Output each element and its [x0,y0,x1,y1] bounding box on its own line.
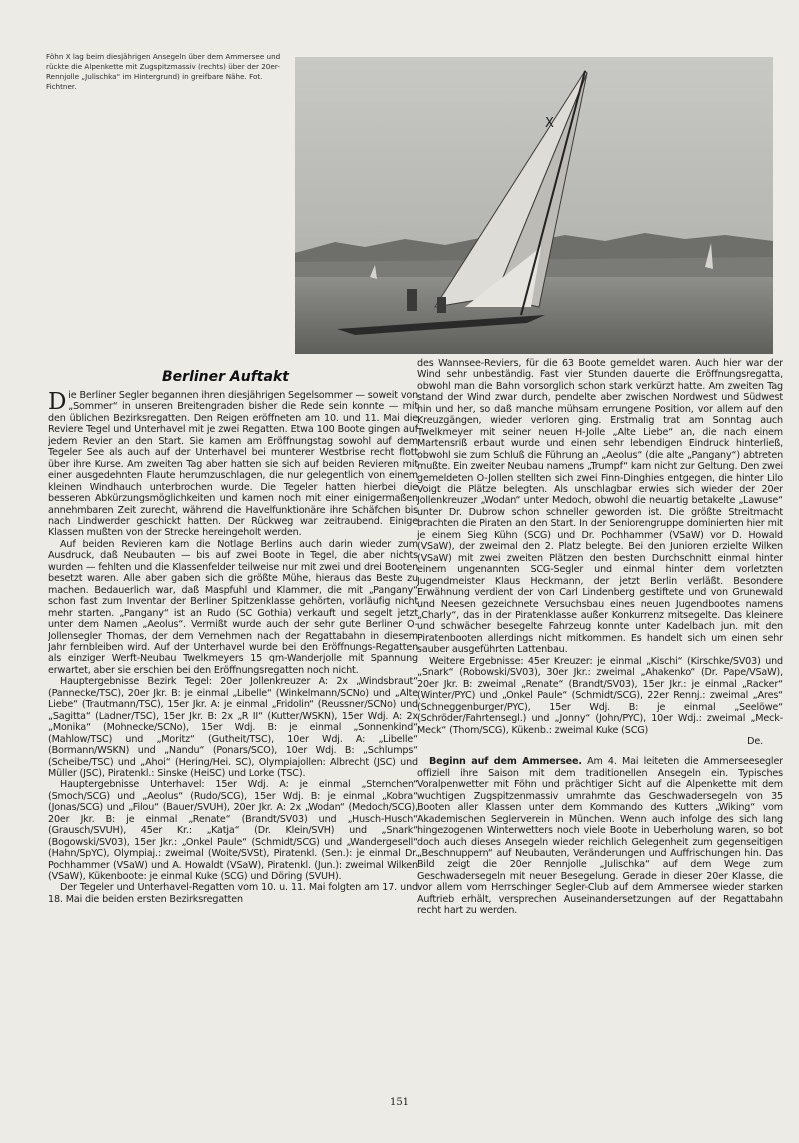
author-signature: De. [747,735,763,747]
sailboat-illustration [295,57,773,354]
paragraph-3: Hauptergebnisse Bezirk Tegel: 20er Jollenkreuzer A: 2x „Windsbraut“ (Pannecke/TSC), 20er Jkr. B: je einmal „Libelle“ (Winkelmann/SCNo) und „Alte Liebe“ (Trautmann/TSC), 15er Jkr. A: je einmal „Fridolin“ (Reussner/SCNo) und „Sagitta“ (Ladner/TSC), 15er Jkr. B: 2x „R II“ (Kutter/WSKN), 15er Wdj. A: 2x „Monika“ (Mohnecke/SCNo), 15er Wdj. B: je einmal „Sonnenkind“ (Mahlow/TSC) und „Moritz“ (Gutheit/TSC), 10er Wdj. A: „Libelle“ (Bormann/WSKN) und „Nandu“ (Ponars/SCO), 10er Wdj. B: „Schlumps“ (Scheibe/TSC) und „Ahoi“ (Hering/Hei. SC), Olympiajollen: Albrecht (JSC) und Müller (JSC), Piratenkl.: Sinske (HeiSC) und Lorke (TSC). [48,676,418,779]
paragraph-7: Weitere Ergebnisse: 45er Kreuzer: je einmal „Kischi“ (Kirschke/SV03) und „Snark“ (Robowski/SV03), 30er Jkr.: zweimal „Ahakenko“ (Dr. Pape/VSaW), 20er Jkr. B: zweimal „Renate“ (Brandt/SV03), 15er Jkr.: je einmal „Racker“ (Winter/PYC) und „Onkel Paule“ (Schmidt/SCG), 22er Rennj.: zweimal „Ares“ (Schneggenburger/PYC), 15er Wdj. B: je einmal „Seelöwe“ (Schröder/Fahrtensegl.) und „Jonny“ (John/PYC), 10er Wdj.: zweimal „Meck-Meck“ (Thom/SCG), Kükenb.: zweimal Kuke (SCG) De. [417,655,783,747]
photo-caption: Föhn X lag beim diesjährigen Ansegeln über dem Ammersee und rückte die Alpenkette mit Zugspitzmassiv (rechts) über der 20er-Rennjolle „Julischka“ im Hintergrund) in greifbare Nähe. Fot. Fichtner. [46,52,281,91]
page-number: 151 [389,1097,410,1108]
section-runin: Beginn auf dem Ammersee. [429,756,582,768]
article-title: Berliner Auftakt [162,369,289,385]
paragraph-5: Der Tegeler und Unterhavel-Regatten vom 10. u. 11. Mai folgten am 17. und 18. Mai die beiden ersten Bezirksregatten [48,882,418,905]
article-left-column [48,390,418,1096]
section-ammersee: Beginn auf dem Ammersee. Am 4. Mai leiteten die Ammerseesegler offiziell ihre Saison mit dem traditionellen Ansegeln ein. Typisches Voralpenwetter mit Föhn und prächtiger Sicht auf die Alpenkette mit dem wuchtigen Zugspitzenmassiv umrahmte das Geschwadersegeln von 35 Booten aller Klassen unter dem Kommando des Kutters „Wiking“ vom Akademischen Seglerverein in München. Wenn auch infolge des sich lang hingezogenen Winterwetters noch viele Boote in Ueberholung waren, so bot doch auch dieses Ansegeln wieder reichlich Gelegenheit zum gegenseitigen „Beschnuppern“ auf Neubauten, Veränderungen und Auffrischungen hin. Das Bild zeigt die 20er Rennjolle „Julischka“ auf dem Wege zum Geschwadersegeln mit neuer Besegelung. Gerade in dieser 20er Klasse, die vor allem vom Herrschinger Segler-Club auf dem Ammersee wieder starken Auftrieb erhält, versprechen Auseinandersetzungen auf der Regattabahn recht hart zu werden. [417,756,783,917]
dropcap: D [48,390,67,415]
paragraph-6: des Wannsee-Reviers, für die 63 Boote gemeldet waren. Auch hier war der Wind sehr unbeständig. Fast vier Stunden dauerte die Eröffnungsregatta, obwohl man die Bahn vorsorglich schon stark verkürzt hatte. Am zweiten Tag stand der Wind zwar durch, pendelte aber zwischen Nordwest und Südwest hin und her, so daß manche mühsam errungene Position, vor allem auf den Kreuzgängen, wieder verloren ging. Erstmalig trat am Sonntag auch Twelkmeyer mit seiner neuen H-Jolle „Alte Liebe“ an, die nach einem Martensriß erbaut wurde und einen sehr lebendigen Eindruck hinterließ, obwohl sie zum Schluß die Führung an „Aeolus“ (die alte „Pangany“) abtreten mußte. Ein zweiter Neubau namens „Trumpf“ kam nicht zur Geltung. Den zwei gemeldeten O-Jollen stellten sich zwei Finn-Dinghies entgegen, die hinter Lilo Voigt die Plätze belegten. Als unschlagbar erwies sich wieder der 20er Jollenkreuzer „Wodan“ unter Medoch, obwohl die neuartig betakelte „Lawuse“ unter Dr. Dubrow schon schneller geworden ist. Die größte Streitmacht brachten die Piraten an den Start. In der Seniorengruppe dominierten hier mit je einem Sieg Kühn (SCG) und Dr. Pochhammer (VSaW) vor D. Howald (VSaW), der zweimal den 2. Platz belegte. Bei den Junioren erzielte Wilken (VSaW) mit zwei zweiten Plätzen den besten Durchschnitt einmal hinter einem ungenannten SCG-Segler und einmal hinter dem vorletzten Jugendmeister Klaus Heckmann, der jetzt Berlin verläßt. Besondere Erwähnung verdient der von Carl Lindenberg gestiftete und von Grunewald und Neesen gezeichnete Versuchsbau eines neuen Jugendbootes namens „Charly“, das in der Piratenklasse außer Konkurrenz mitsegelte. Das kleinere und schwächer besegelte Fahrzeug konnte unter Kadelbach jun. mit den Piratenbooten allerdings nicht mitkommen. Es handelt sich um einen sehr sauber ausgeführten Lattenbau. [417,358,783,656]
article-right-column [417,358,783,1064]
paragraph-1: Die Berliner Segler begannen ihren diesjährigen Segelsommer — soweit von „Sommer“ in unseren Breitengraden bisher die Rede sein konnte — mit den üblichen Bezirksregatten. Den Reigen eröffneten am 10. und 11. Mai die Reviere Tegel und Unterhavel mit je zwei Regatten. Etwa 100 Boote gingen auf jedem Revier an den Start. Sie kamen am Eröffnungstag sowohl auf dem Tegeler See als auch auf der Unterhavel bei munterer Westbrise recht flott über ihre Kurse. Am zweiten Tag aber hatten sie sich auf beiden Revieren mit einer ausgedehnten Flaute herumzuschlagen, die nur gelegentlich von einem kleinen Windhauch unterbrochen wurde. Die Tegeler hatten hierbei die besseren Abkürzungsmöglichkeiten und kamen noch mit einer einigermaßen annehmbaren Zeit zurecht, während die Havelfunktionäre ihre Schäfchen bis nach Lindwerder geschickt hatten. Der Rückweg war zeitraubend. Einige Klassen mußten von der Strecke hereingeholt werden. [48,390,418,539]
paragraph-2: Auf beiden Revieren kam die Notlage Berlins auch darin wieder zum Ausdruck, daß Neubauten — bis auf zwei Boote in Tegel, die aber nichts wurden — fehlten und die Klassenfelder teilweise nur mit zwei und drei Booten besetzt waren. Alle aber gaben sich die größte Mühe, hieraus das Beste zu machen. Bedauerlich war, daß Maspfuhl und Klammer, die mit „Pangany“ schon fast zum Inventar der Berliner Spitzenklasse gehörten, vorläufig nicht mehr starten. „Pangany“ ist an Rudo (SC Gothia) verkauft und segelt jetzt unter dem Namen „Aeolus“. Vermißt wurde auch der sehr gute Berliner O-Jollensegler Thomas, der dem Vernehmen nach der Regattabahn in diesem Jahr fernbleiben wird. Auf der Unterhavel wurde bei den Eröffnungs-Regatten als einziger Werft-Neubau Twelkmeyers 15 qm-Wanderjolle mit Spannung erwartet, aber sie erschien bei den Eröffnungsregatten noch nicht. [48,538,418,676]
paragraph-4: Hauptergebnisse Unterhavel: 15er Wdj. A: je einmal „Sternchen“ (Smoch/SCG) und „Aeolus“ (Rudo/SCG), 15er Wdj. B: je einmal „Kobra“ (Jonas/SCG) und „Filou“ (Bauer/SVUH), 20er Jkr. A: 2x „Wodan“ (Medoch/SCG), 20er Jkr. B: je einmal „Renate“ (Brandt/SV03) und „Husch-Husch“ (Grausch/SVUH), 45er Kr.: „Katja“ (Dr. Klein/SVH) und „Snark“ (Bogowski/SV03), 15er Jkr.: „Onkel Paule“ (Schmidt/SCG) und „Wandergesell“ (Hahn/SpYC), Olympiaj.: zweimal (Woite/SVSt), Piratenkl. (Sen.): je einmal Dr. Pochhammer (VSaW) und A. Howaldt (VSaW), Piratenkl. (Jun.): zweimal Wilken (VSaW), Kükenboote: je einmal Kuke (SCG) und Döring (SVUH). [48,779,418,883]
sail-number: X [545,116,554,131]
sailing-photo [295,57,773,354]
